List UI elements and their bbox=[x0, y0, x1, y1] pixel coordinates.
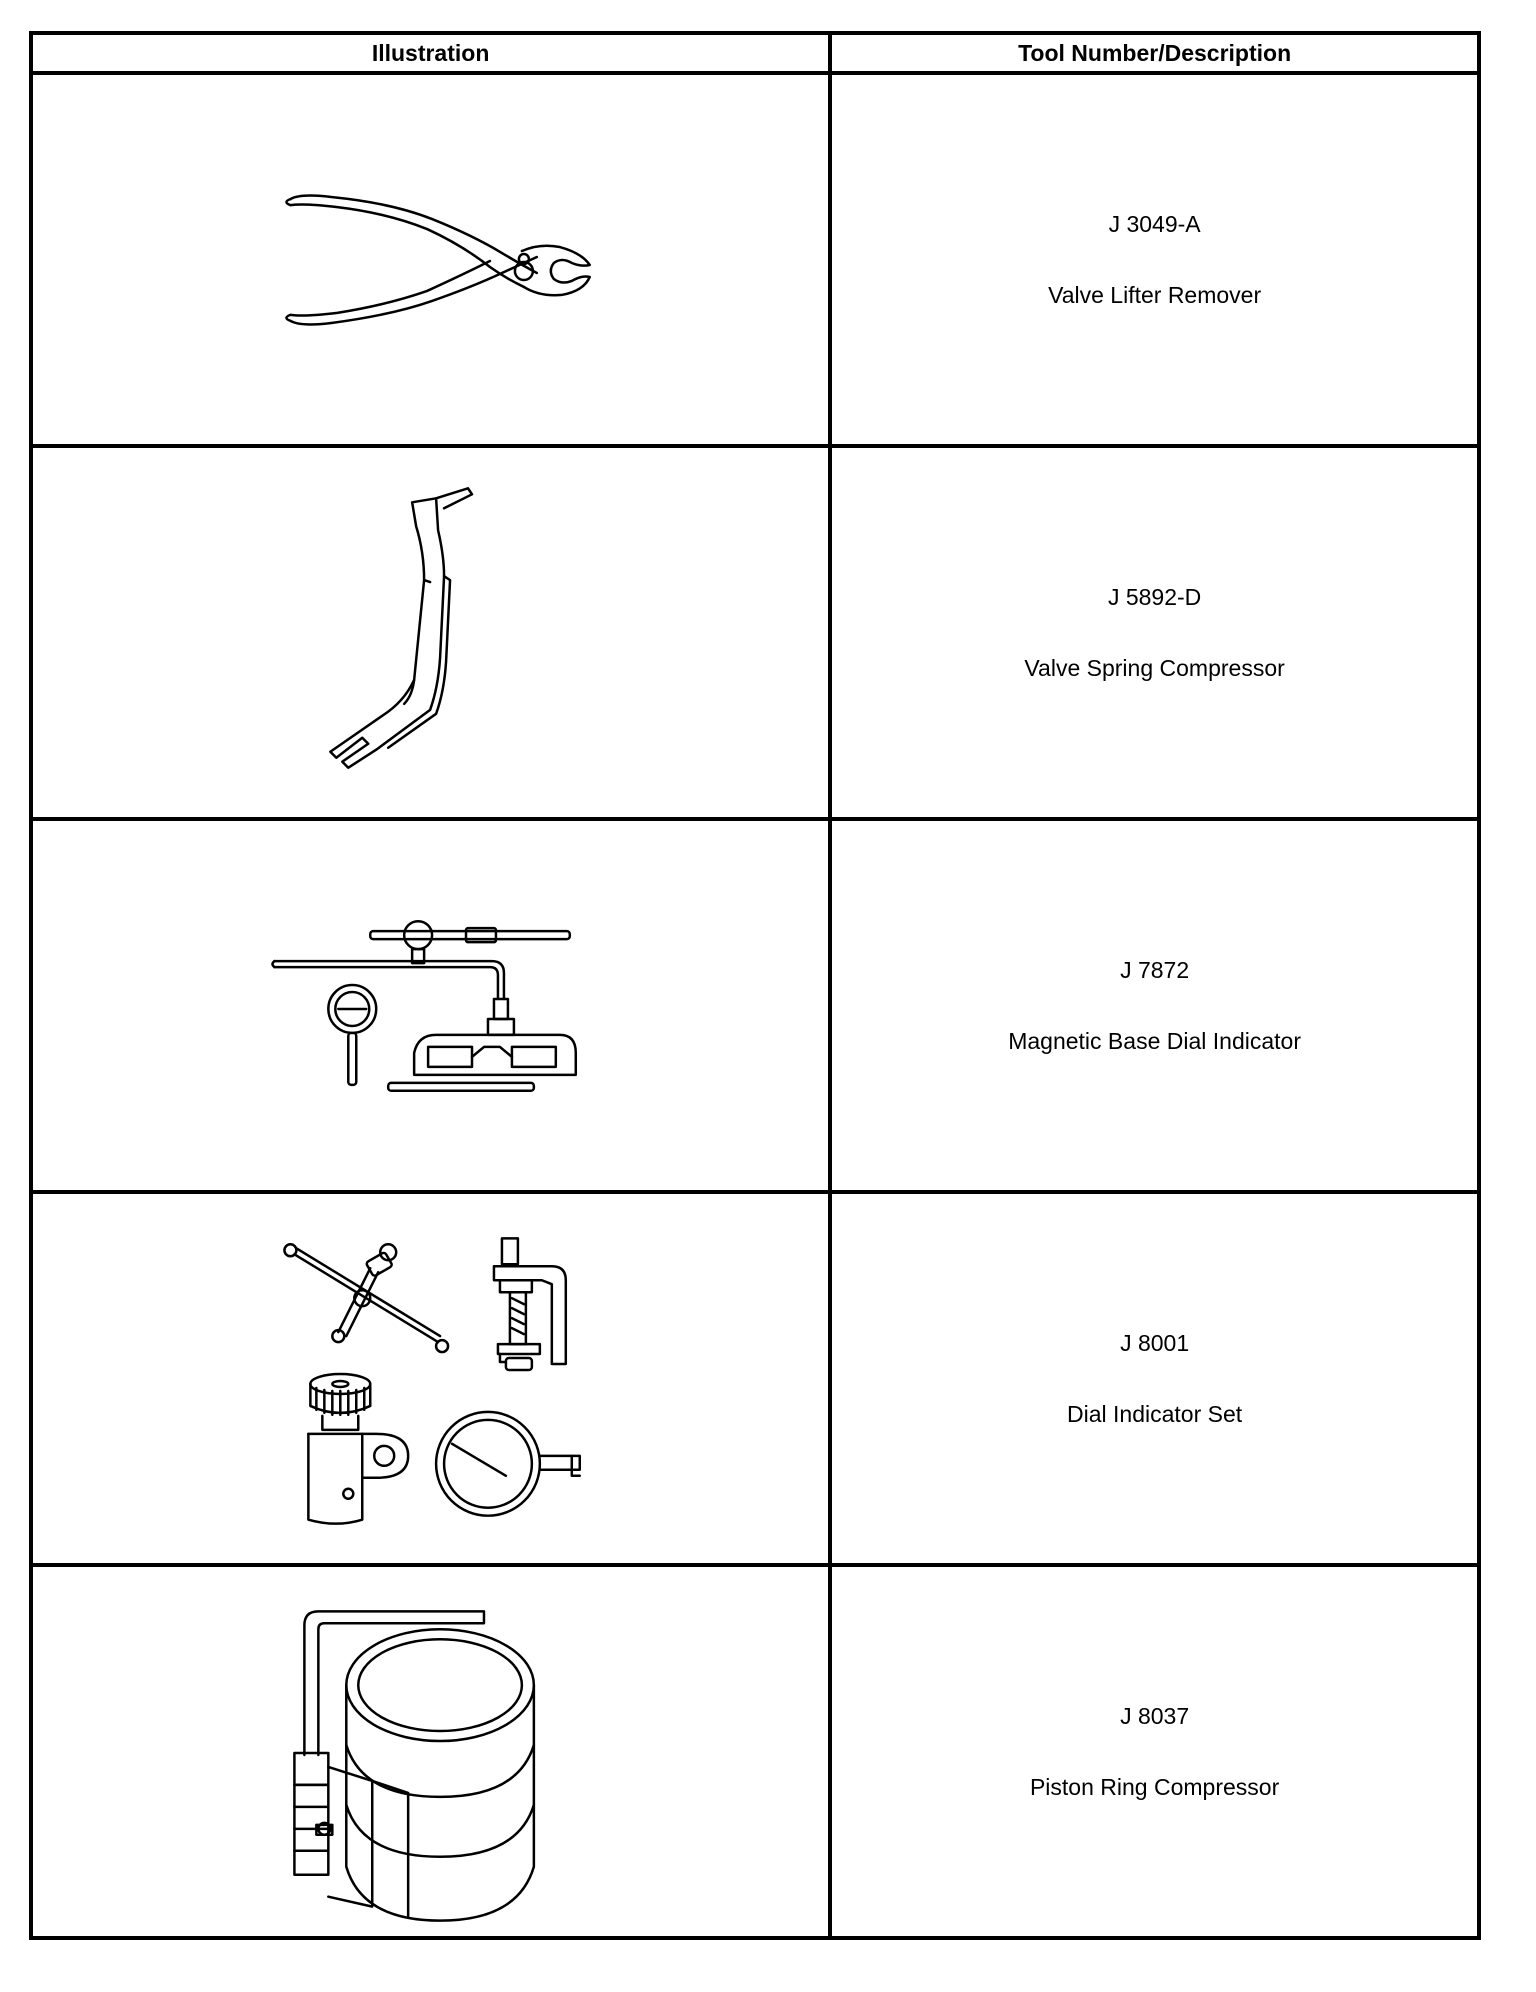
illustration-cell bbox=[31, 73, 830, 446]
special-tools-table bbox=[29, 31, 1481, 1940]
pliers-icon bbox=[33, 75, 828, 444]
dial-indicator-set-icon bbox=[33, 1194, 828, 1563]
tool-number: J 8037 bbox=[1120, 1702, 1190, 1729]
spring-compressor-lever-icon bbox=[33, 448, 828, 817]
tool-name: Magnetic Base Dial Indicator bbox=[1008, 1027, 1301, 1054]
tool-number: J 3049-A bbox=[1108, 210, 1201, 237]
tool-number: J 5892-D bbox=[1107, 583, 1202, 610]
tool-description-cell bbox=[830, 446, 1479, 819]
tool-name: Valve Spring Compressor bbox=[1024, 654, 1285, 681]
tool-name: Valve Lifter Remover bbox=[1048, 281, 1262, 308]
tool-number: J 8001 bbox=[1120, 1329, 1190, 1356]
table-row bbox=[31, 819, 1479, 1192]
illustration-cell bbox=[31, 446, 830, 819]
tool-number: J 7872 bbox=[1120, 956, 1190, 983]
tool-description-cell bbox=[830, 1192, 1479, 1565]
table-row bbox=[31, 1192, 1479, 1565]
tool-name: Dial Indicator Set bbox=[1067, 1400, 1243, 1427]
tool-name: Piston Ring Compressor bbox=[1029, 1773, 1280, 1800]
table-row bbox=[31, 73, 1479, 446]
illustration-cell bbox=[31, 819, 830, 1192]
illustration-cell bbox=[31, 1192, 830, 1565]
table-header-row bbox=[31, 33, 1479, 73]
tool-description-cell bbox=[830, 819, 1479, 1192]
tool-description-cell bbox=[830, 1565, 1479, 1938]
tool-description-cell bbox=[830, 73, 1479, 446]
tool-description-column-header: Tool Number/Description bbox=[830, 33, 1479, 73]
illustration-column-header: Illustration bbox=[31, 33, 830, 73]
piston-ring-compressor-icon bbox=[33, 1567, 828, 1936]
illustration-cell bbox=[31, 1565, 830, 1938]
magnetic-base-dial-indicator-icon bbox=[33, 821, 828, 1190]
table-row bbox=[31, 1565, 1479, 1938]
table-row bbox=[31, 446, 1479, 819]
